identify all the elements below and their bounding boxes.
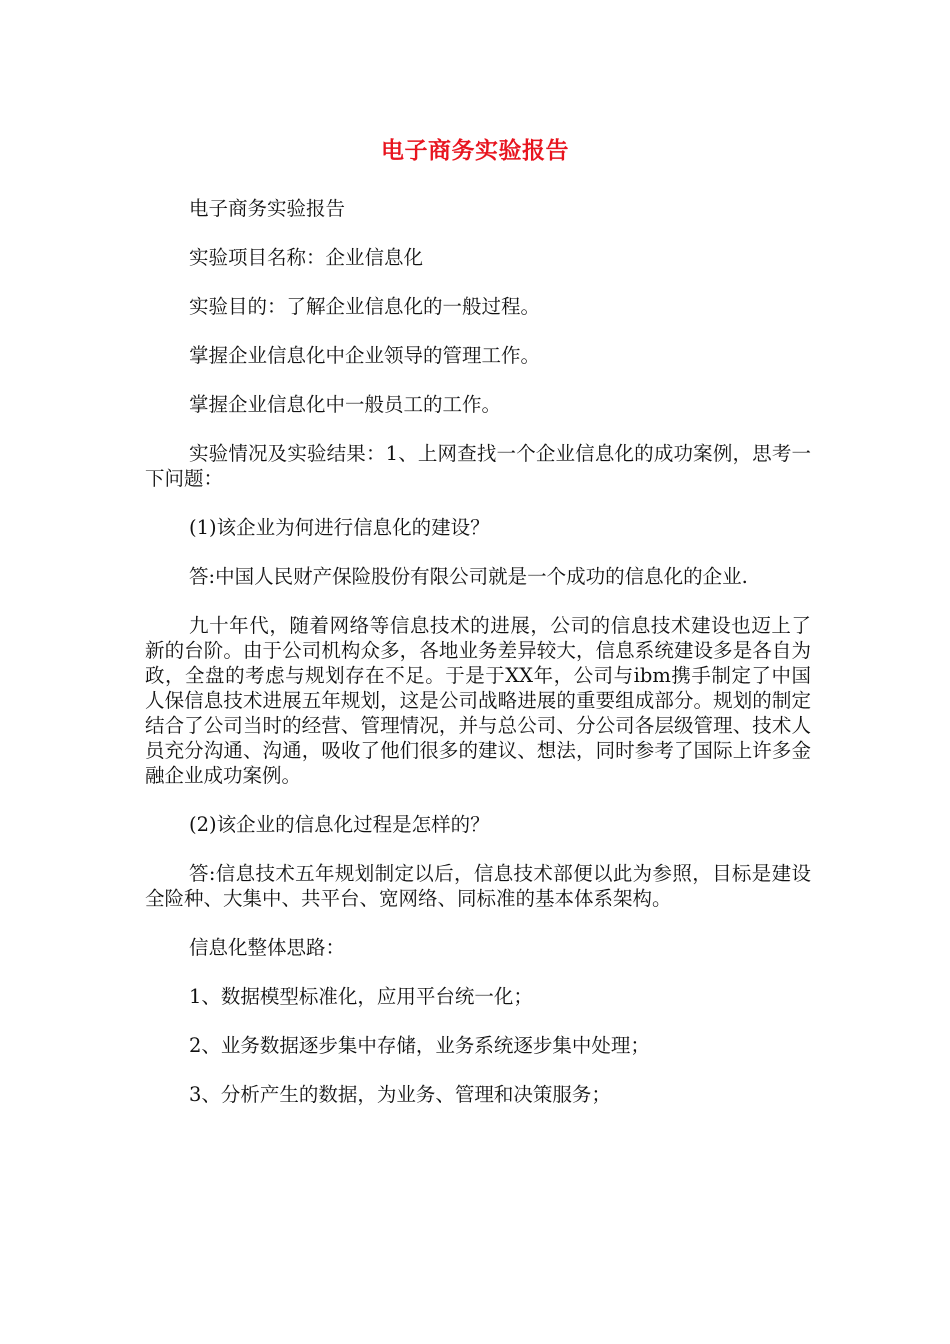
paragraph-purpose: 实验目的：了解企业信息化的一般过程。 xyxy=(189,295,541,318)
list-item-3: 3、分析产生的数据，为业务、管理和决策服务； xyxy=(189,1083,611,1106)
document-title: 电子商务实验报告 xyxy=(381,138,569,164)
list-item-2: 2、业务数据逐步集中存储，业务系统逐步集中处理； xyxy=(189,1034,650,1057)
paragraph-staff-work: 掌握企业信息化中一般员工的工作。 xyxy=(189,393,502,416)
paragraph-project-name: 实验项目名称：企业信息化 xyxy=(189,246,424,269)
document-body xyxy=(145,196,811,1131)
paragraph-report-heading: 电子商务实验报告 xyxy=(189,197,346,220)
list-item-1: 1、数据模型标准化，应用平台统一化； xyxy=(189,985,533,1008)
paragraph-answer-2: 答:信息技术五年规划制定以后，信息技术部便以此为参照，目标是建设全险种、大集中、共平台、宽网络、同标准的基本体系架构。 xyxy=(145,862,811,910)
paragraph-answer-1: 答:中国人民财产保险股份有限公司就是一个成功的信息化的企业. xyxy=(189,565,748,588)
paragraph-leader-work: 掌握企业信息化中企业领导的管理工作。 xyxy=(189,344,541,367)
paragraph-results-intro: 实验情况及实验结果：1、上网查找一个企业信息化的成功案例，思考一下问题： xyxy=(145,442,811,490)
paragraph-approach-heading: 信息化整体思路： xyxy=(189,936,346,959)
paragraph-question-2: (2)该企业的信息化过程是怎样的？ xyxy=(189,813,490,836)
paragraph-background: 九十年代，随着网络等信息技术的进展，公司的信息技术建设也迈上了新的台阶。由于公司机构众多，各地业务差异较大，信息系统建设多是各自为政，全盘的考虑与规划存在不足。于是于XX年，公司与ibm携手制定了中国人保信息技术进展五年规划，这是公司战略进展的重要组成部分。规划的制定结合了公司当时的经营、管理情况，并与总公司、分公司各层级管理、技术人员充分沟通、沟通，吸收了他们很多的建议、想法，同时参考了国际上许多金融企业成功案例。 xyxy=(145,614,811,787)
paragraph-question-1: (1)该企业为何进行信息化的建设？ xyxy=(189,516,490,539)
